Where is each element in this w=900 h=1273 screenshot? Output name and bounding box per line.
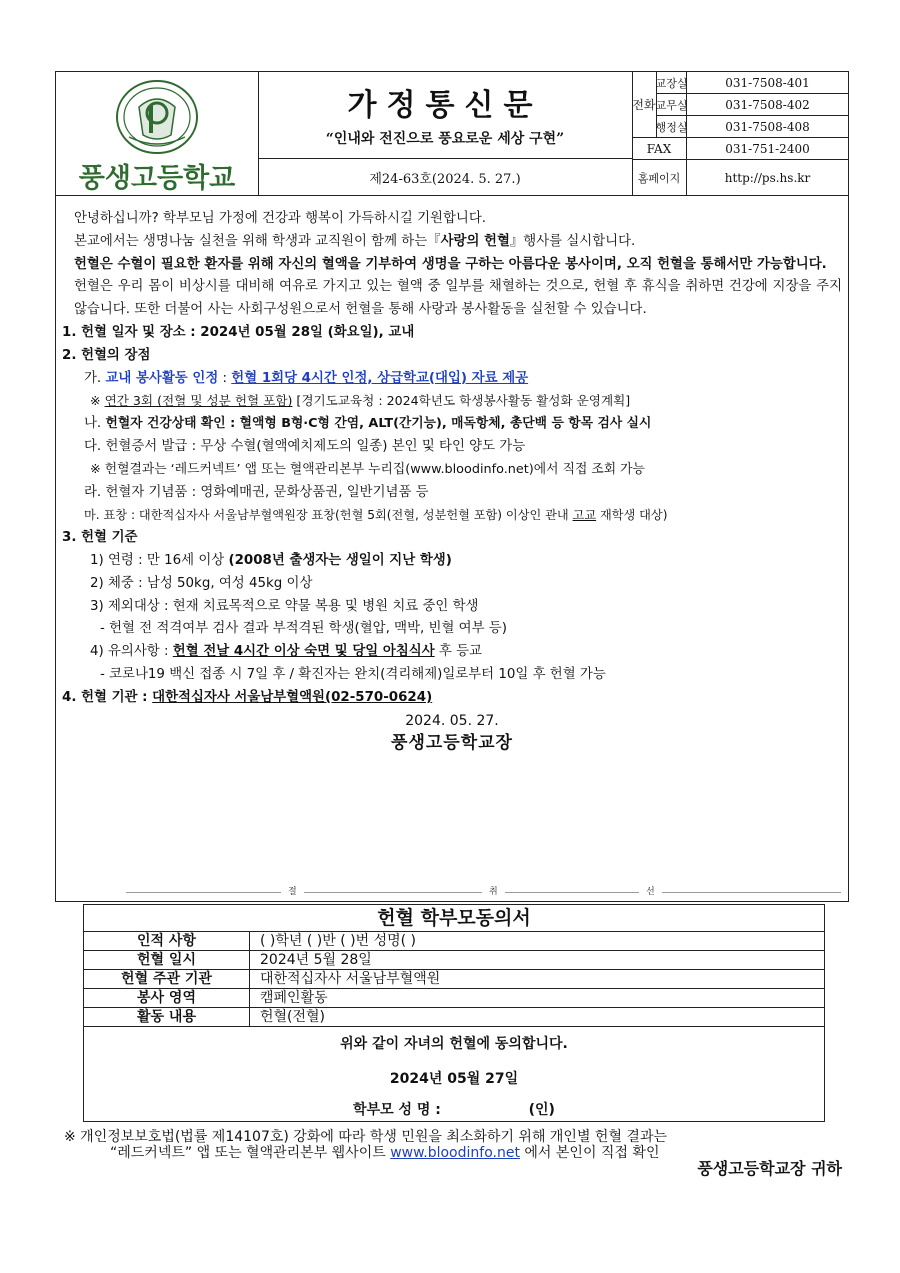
criterion-4-sub: - 코로나19 백신 접종 시 7일 후 / 확진자는 완치(격리해제)일로부터 10일 후 헌혈 가능 xyxy=(100,666,606,682)
section-1: 1. 헌혈 일자 및 장소 : 2024년 05월 28일 (화요일), 교내 xyxy=(62,324,415,340)
consent-form xyxy=(83,904,825,1122)
closing: 풍생고등학교장 귀하 xyxy=(697,1159,842,1178)
form-label: 봉사 영역 xyxy=(84,989,250,1007)
form-label: 인적 사항 xyxy=(84,932,250,950)
homepage-label: 홈페이지 xyxy=(637,171,681,185)
item-b xyxy=(62,413,842,436)
item-text: 헌혈자 건강상태 확인 : 혈액형 B형·C형 간염, ALT(간기능), 매독항체, 총단백 등 항목 검사 실시 xyxy=(105,416,652,432)
school-emblem-icon xyxy=(111,77,203,157)
item-underline: 고교 xyxy=(572,508,597,523)
criterion-bold: 헌혈 전날 4시간 이상 숙면 및 당일 아침식사 xyxy=(172,644,435,660)
form-label: 활동 내용 xyxy=(84,1008,250,1026)
item-text: 재학생 대상) xyxy=(596,508,668,523)
issue-number: 제24-63호(2024. 5. 27.) xyxy=(369,172,521,187)
criterion-3-sub: - 헌혈 전 적격여부 검사 결과 부적격된 학생(혈압, 맥박, 빈혈 여부 등) xyxy=(100,621,507,637)
form-date: 2024년 05월 27일 xyxy=(389,1071,519,1087)
item-d: 라. 헌혈자 기념품 : 영화예매권, 문화상품권, 일반기념품 등 xyxy=(84,484,429,500)
contact-label: 행정실 xyxy=(656,116,686,138)
item-e xyxy=(62,504,842,527)
section-text: 4. 헌혈 기관 : xyxy=(62,689,153,705)
letter-body xyxy=(62,208,842,755)
criterion-4 xyxy=(62,641,842,664)
form-row xyxy=(84,970,824,989)
item-text: 마. 표창 : 대한적십자사 서울남부혈액원장 표창(헌혈 5회(전혈, 성분헌혈 포함) 이상인 관내 xyxy=(84,508,573,523)
footer-text: 에서 본인이 직접 확인 xyxy=(519,1145,660,1161)
criterion-2: 2) 체중 : 남성 50kg, 여성 45kg 이상 xyxy=(90,575,313,591)
section-4 xyxy=(62,687,842,710)
form-value[interactable]: ( )학년 ( )반 ( )번 성명( ) xyxy=(260,933,416,949)
page-title: 가정통신문 xyxy=(347,88,543,123)
form-value: 캠페인활동 xyxy=(260,990,328,1006)
intro xyxy=(62,231,842,254)
homepage-link[interactable]: http://ps.hs.kr xyxy=(686,160,848,195)
form-label: 헌혈 일시 xyxy=(84,951,250,969)
form-row xyxy=(84,1008,824,1027)
newsletter-frame xyxy=(55,71,849,1178)
parent-signature-field[interactable]: 학부모 성 명 : (인) xyxy=(353,1102,555,1118)
criterion-text: 4) 유의사항 : xyxy=(90,644,173,660)
cut-dash xyxy=(662,892,841,893)
phone-label: 전화 xyxy=(632,72,656,138)
form-row xyxy=(84,932,824,951)
cut-dash xyxy=(505,892,639,893)
paragraph: 헌혈은 우리 몸이 비상시를 대비해 여유로 가지고 있는 혈액 중 일부를 채혈하는 것으로, 헌혈 후 휴식을 취하면 건강에 지장을 주지 않습니다. 또한 더불어 사는 사회구성원으로서 헌혈을 통해 사랑과 봉사활동을 실천할 수 있습니다. xyxy=(74,279,842,318)
item-prefix: 가. xyxy=(84,370,106,386)
bloodinfo-link[interactable]: www.bloodinfo.net xyxy=(390,1145,520,1161)
criterion-text: 1) 연령 : 만 16세 이상 xyxy=(90,552,229,568)
form-label: 헌혈 주관 기관 xyxy=(84,970,250,988)
criterion-3: 3) 제외대상 : 현재 치료목적으로 약물 복용 및 병원 치료 중인 학생 xyxy=(90,598,479,614)
note-2: ※ 헌혈결과는 ‘레드커넥트’ 앱 또는 혈액관리본부 누리집(www.bloodinfo.net)에서 직접 조회 가능 xyxy=(90,461,645,477)
contact-label: 교장실 xyxy=(656,72,686,94)
cut-char: 취 xyxy=(489,887,498,897)
cut-line xyxy=(126,884,841,900)
cut-dash xyxy=(126,892,281,893)
cut-char: 절 xyxy=(288,887,297,897)
contact-table xyxy=(632,72,848,195)
item-c: 다. 헌혈증서 발급 : 무상 수혈(혈액예치제도의 일종) 본인 및 타인 양도 가능 xyxy=(84,438,526,454)
note-mark: ※ xyxy=(90,393,105,409)
header xyxy=(56,72,848,196)
contact-number: 031-7508-401 xyxy=(686,72,848,94)
separator: : xyxy=(218,370,232,386)
criterion-1 xyxy=(62,550,842,573)
footer-note xyxy=(64,1129,844,1177)
contact-number: 031-7508-402 xyxy=(686,94,848,116)
intro-text: 본교에서는 생명나눔 실천을 위해 학생과 교직원이 함께 하는『 xyxy=(74,233,441,249)
agreement-text: 위와 같이 자녀의 헌혈에 동의합니다. xyxy=(340,1036,568,1052)
contact-label: 교무실 xyxy=(656,94,686,116)
criterion-text: 후 등교 xyxy=(434,644,482,660)
form-value: 2024년 5월 28일 xyxy=(260,952,372,968)
form-row xyxy=(84,989,824,1008)
item-a xyxy=(62,368,842,391)
note-1 xyxy=(62,390,842,413)
school-name: 풍생고등학교 xyxy=(78,163,236,194)
logo-cell xyxy=(56,72,259,195)
footer-line: ※ 개인정보보호법(법률 제14107호) 강화에 따라 학생 민원을 최소화하기 위해 개인별 헌혈 결과는 xyxy=(64,1129,668,1145)
note-underline: 연간 3회 (전혈 및 성분 헌혈 포함) xyxy=(104,393,293,409)
event-name: 사랑의 헌혈 xyxy=(440,233,510,249)
title-cell xyxy=(258,72,633,195)
highlight: 헌혈 1회당 4시간 인정, 상급학교(대입) 자료 제공 xyxy=(231,370,529,386)
slogan: “인내와 전진으로 풍요로운 세상 구현” xyxy=(325,131,565,147)
cut-dash xyxy=(304,892,482,893)
form-value: 헌혈(전혈) xyxy=(260,1009,326,1025)
contact-number: 031-7508-408 xyxy=(686,116,848,138)
institution-name: 대한적십자사 서울남부혈액원(02-570-0624) xyxy=(152,689,433,705)
form-row xyxy=(84,951,824,970)
item-prefix: 나. xyxy=(84,416,106,432)
footer-text: “레드커넥트” 앱 또는 혈액관리본부 웹사이트 xyxy=(110,1145,391,1161)
bold-paragraph: 헌혈은 수혈이 필요한 환자를 위해 자신의 혈액을 기부하여 생명을 구하는 아름다운 봉사이며, 오직 헌혈을 통해서만 가능합니다. xyxy=(74,256,827,272)
principal-signature: 풍생고등학교장 xyxy=(391,733,513,754)
fax-number: 031-751-2400 xyxy=(686,138,848,160)
greeting: 안녕하십니까? 학부모님 가정에 건강과 행복이 가득하시길 기원합니다. xyxy=(74,211,487,226)
fax-label: FAX xyxy=(632,138,686,160)
intro-text: 』행사를 실시합니다. xyxy=(509,233,636,249)
note-text: [경기도교육청 : 2024학년도 학생봉사활동 활성화 운영계획] xyxy=(292,393,631,409)
form-title: 헌혈 학부모동의서 xyxy=(84,905,824,932)
criterion-bold: (2008년 출생자는 생일이 지난 학생) xyxy=(228,552,452,568)
letter-date: 2024. 05. 27. xyxy=(405,712,499,729)
section-3: 3. 헌혈 기준 xyxy=(62,530,138,546)
form-value: 대한적십자사 서울남부혈액원 xyxy=(260,971,441,987)
cut-char: 선 xyxy=(646,887,655,897)
section-2: 2. 헌혈의 장점 xyxy=(62,347,151,363)
highlight: 교내 봉사활동 인정 xyxy=(105,370,219,386)
divider xyxy=(258,158,632,159)
